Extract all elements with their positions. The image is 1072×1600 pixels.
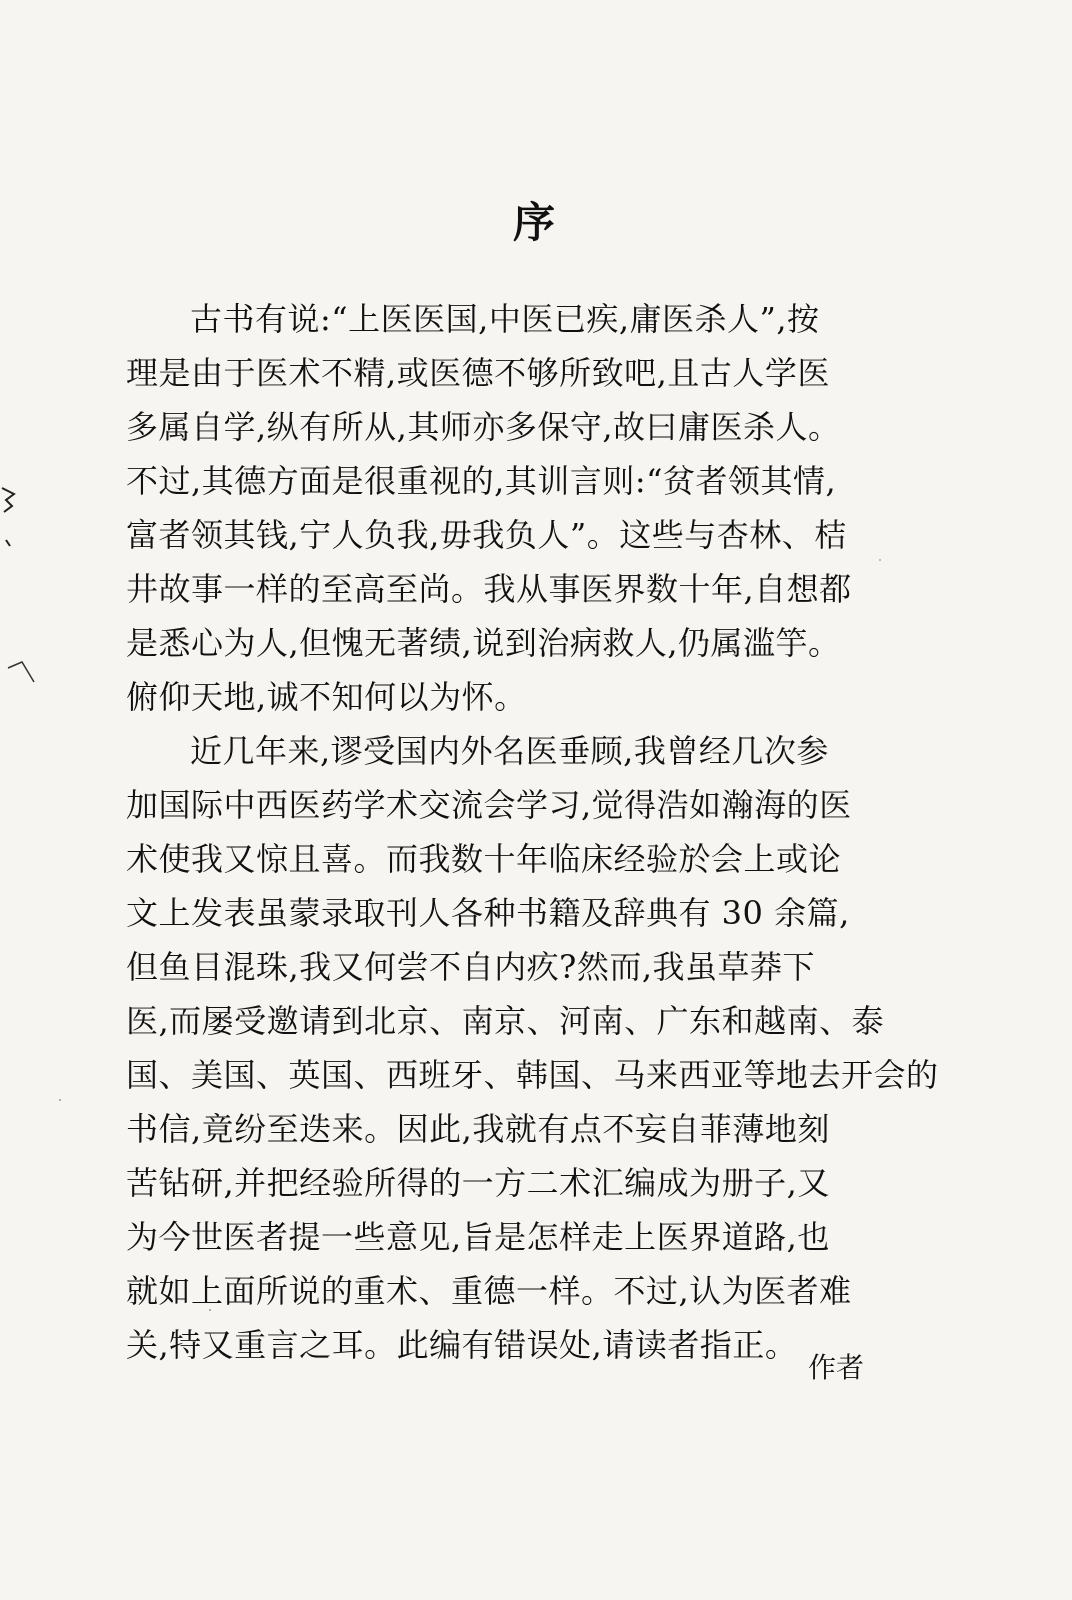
text-line: 为今世医者提一些意见,旨是怎样走上医界道路,也 [126,1218,830,1256]
text-line: 富者领其钱,宁人负我,毋我负人”。这些与杏林、桔 [126,516,847,554]
text-line: 加国际中西医药学术交流会学习,觉得浩如瀚海的医 [126,786,852,824]
page-title: 序 [512,198,559,247]
text-line: 但鱼目混珠,我又何尝不自内疚?然而,我虽草莽下 [126,948,816,986]
author-signature: 作者 [808,1351,865,1384]
text-line: 多属自学,纵有所从,其师亦多保守,故曰庸医杀人。 [126,408,841,446]
text-line: 近几年来,谬受国内外名医垂顾,我曾经几次参 [190,732,829,770]
text-line: 是悉心为人,但愧无著绩,说到治病救人,仍属滥竽。 [126,624,841,662]
text-line: 古书有说:“上医医国,中医已疾,庸医杀人”,按 [190,300,820,338]
text-line: 苦钻研,并把经验所得的一方二术汇编成为册子,又 [126,1164,830,1202]
text-line: 书信,竟纷至迭来。因此,我就有点不妄自菲薄地刻 [126,1110,830,1148]
text-line: 井故事一样的至高至尚。我从事医界数十年,自想都 [126,570,852,608]
text-line: 国、美国、英国、西班牙、韩国、马来西亚等地去开会的 [126,1056,939,1094]
text-line: 术使我又惊且喜。而我数十年临床经验於会上或论 [126,840,842,878]
text-line: 就如上面所说的重术、重德一样。不过,认为医者难 [126,1272,852,1310]
text-line: 理是由于医术不精,或医德不够所致吧,且古人学医 [126,354,830,392]
text-line: 俯仰天地,诚不知何以为怀。 [126,678,527,716]
text-line: 不过,其德方面是很重视的,其训言则:“贫者领其情, [126,462,837,500]
text-line: 关,特又重言之耳。此编有错误处,请读者指正。 [126,1326,798,1364]
text-line: 文上发表虽蒙录取刊人各种书籍及辞典有 30 余篇, [126,894,850,932]
text-line: 医,而屡受邀请到北京、南京、河南、广东和越南、泰 [126,1002,885,1040]
preface-body [126,292,956,1372]
